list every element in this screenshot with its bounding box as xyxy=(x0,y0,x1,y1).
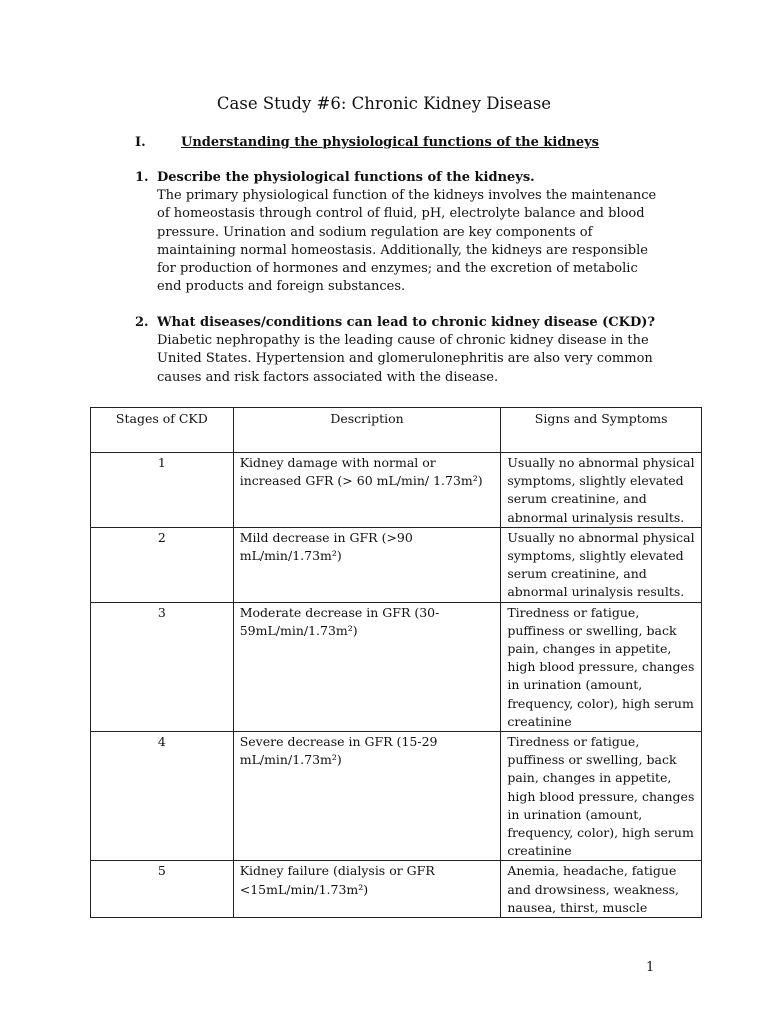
column-header: Signs and Symptoms xyxy=(501,408,702,453)
symptoms-cell: Tiredness or fatigue, puffiness or swelling, back pain, changes in appetite, high blood pressure, changes in urination (amount, frequency, color), high serum creatinine xyxy=(501,732,702,861)
question-number: 2. xyxy=(135,315,149,330)
symptoms-cell: Tiredness or fatigue, puffiness or swelling, back pain, changes in appetite, high blood pressure, changes in urination (amount, frequency, color), high serum creatinine xyxy=(501,602,702,731)
table-row xyxy=(91,527,702,602)
description-cell: Mild decrease in GFR (>90 mL/min/1.73m²) xyxy=(233,527,501,602)
stage-cell: 3 xyxy=(91,602,234,731)
description-cell: Severe decrease in GFR (15-29 mL/min/1.73m²) xyxy=(233,732,501,861)
table-row xyxy=(91,861,702,918)
document-title: Case Study #6: Chronic Kidney Disease xyxy=(216,94,552,113)
table-row xyxy=(91,602,702,731)
column-header: Stages of CKD xyxy=(91,408,234,453)
symptoms-cell: Anemia, headache, fatigue and drowsiness, weakness, nausea, thirst, muscle xyxy=(501,861,702,918)
section-number: I. xyxy=(135,135,146,150)
question-block xyxy=(135,314,665,387)
table-row xyxy=(91,732,702,861)
question-text: What diseases/conditions can lead to chronic kidney disease (CKD)? xyxy=(157,315,655,330)
stage-cell: 4 xyxy=(91,732,234,861)
answer-text: The primary physiological function of the kidneys involves the maintenance of homeostasis through control of fluid, pH, electrolyte balance and blood pressure. Urination and sodium regulation are key components of maintaining normal homeostasis. Additionally, the kidneys are responsible for production of hormones and enzymes; and the excretion of metabolic end products and foreign substances. xyxy=(157,188,657,295)
question-number: 1. xyxy=(135,170,149,185)
description-cell: Kidney failure (dialysis or GFR <15mL/min/1.73m²) xyxy=(233,861,501,918)
section-title: Understanding the physiological functions of the kidneys xyxy=(181,135,600,150)
stage-cell: 2 xyxy=(91,527,234,602)
page-number: 1 xyxy=(646,960,655,975)
question-block xyxy=(135,169,665,296)
table-row xyxy=(91,453,702,528)
table-header-row xyxy=(91,408,702,453)
ckd-stages-table xyxy=(90,407,702,918)
symptoms-cell: Usually no abnormal physical symptoms, slightly elevated serum creatinine, and abnormal urinalysis results. xyxy=(501,527,702,602)
symptoms-cell: Usually no abnormal physical symptoms, slightly elevated serum creatinine, and abnormal urinalysis results. xyxy=(501,453,702,528)
description-cell: Kidney damage with normal or increased GFR (> 60 mL/min/ 1.73m²) xyxy=(233,453,501,528)
description-cell: Moderate decrease in GFR (30-59mL/min/1.73m²) xyxy=(233,602,501,731)
answer-text: Diabetic nephropathy is the leading cause of chronic kidney disease in the United States. Hypertension and glomerulonephritis are also very common causes and risk factors associated with the disease. xyxy=(157,333,653,385)
stage-cell: 5 xyxy=(91,861,234,918)
stage-cell: 1 xyxy=(91,453,234,528)
question-text: Describe the physiological functions of the kidneys. xyxy=(157,170,535,185)
column-header: Description xyxy=(233,408,501,453)
